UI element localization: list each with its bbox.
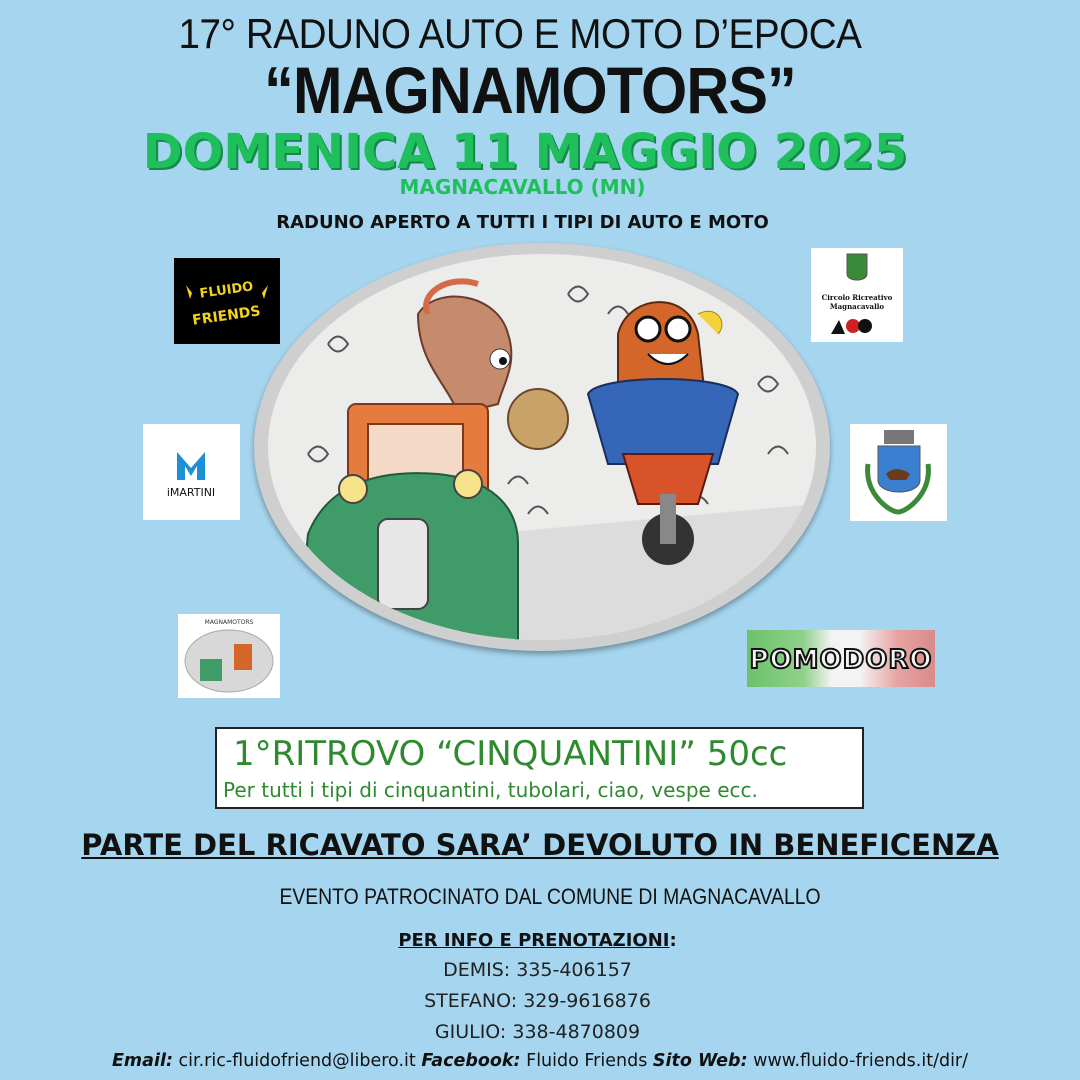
patronage-notice: EVENTO PATROCINATO DAL COMUNE DI MAGNACAVALLO [279, 884, 821, 909]
email-link[interactable]: cir.ric-fluidofriend@libero.it [178, 1051, 416, 1071]
imartini-logo [143, 424, 240, 520]
email-label: Email: [111, 1051, 173, 1071]
event-place: MAGNACAVALLO (MN) [399, 175, 646, 199]
imartini-logo-text: iMARTINI [166, 486, 216, 499]
info-title-colon: : [669, 930, 677, 951]
facebook-label: Facebook: [421, 1051, 521, 1071]
fluido-logo-line1: FLUIDO [198, 279, 255, 302]
contact-demis: DEMIS: 335-406157 [443, 959, 632, 981]
fluido-logo-line2: FRIENDS [191, 303, 262, 329]
circolo-logo-line2: Magnacavallo [829, 302, 885, 311]
magnamotors-small-logo [178, 614, 280, 698]
website-link[interactable]: www.fluido-friends.it/dir/ [753, 1051, 969, 1071]
pomodoro-logo-text: POMODORO [749, 645, 933, 675]
contact-giulio: GIULIO: 338-4870809 [434, 1021, 641, 1043]
magnamotors-small-text: MAGNAMOTORS [204, 619, 254, 626]
illustration [268, 254, 816, 640]
comune-magnacavallo-crest-logo [850, 424, 947, 521]
circolo-ricreativo-logo [811, 248, 903, 342]
fluido-friends-logo [174, 258, 280, 344]
info-title-text: PER INFO E PRENOTAZIONI [398, 930, 670, 951]
circolo-logo-line1: Circolo Ricreativo [821, 293, 893, 302]
cartoon-car-moto-illustration [268, 254, 816, 640]
cinquantini-title: 1°RITROVO “CINQUANTINI” 50cc [233, 734, 788, 774]
event-name: “MAGNAMOTORS” [264, 53, 796, 127]
charity-notice: PARTE DEL RICAVATO SARA’ DEVOLUTO IN BENEFICENZA [81, 828, 999, 862]
pomodoro-logo [747, 630, 935, 687]
info-title [0, 930, 1075, 951]
event-date: DOMENICA 11 MAGGIO 2025 [142, 124, 908, 180]
cinquantini-subtitle: Per tutti i tipi di cinquantini, tubolari, ciao, vespe ecc. [223, 778, 758, 802]
website-label: Sito Web: [652, 1051, 748, 1071]
edition-title: 17° RADUNO AUTO E MOTO D’EPOCA [178, 10, 862, 57]
footer-contacts [0, 1051, 1080, 1071]
contact-stefano: STEFANO: 329-9616876 [424, 990, 651, 1012]
facebook-link[interactable]: Fluido Friends [526, 1051, 648, 1071]
event-open-to: RADUNO APERTO A TUTTI I TIPI DI AUTO E MOTO [276, 212, 769, 233]
